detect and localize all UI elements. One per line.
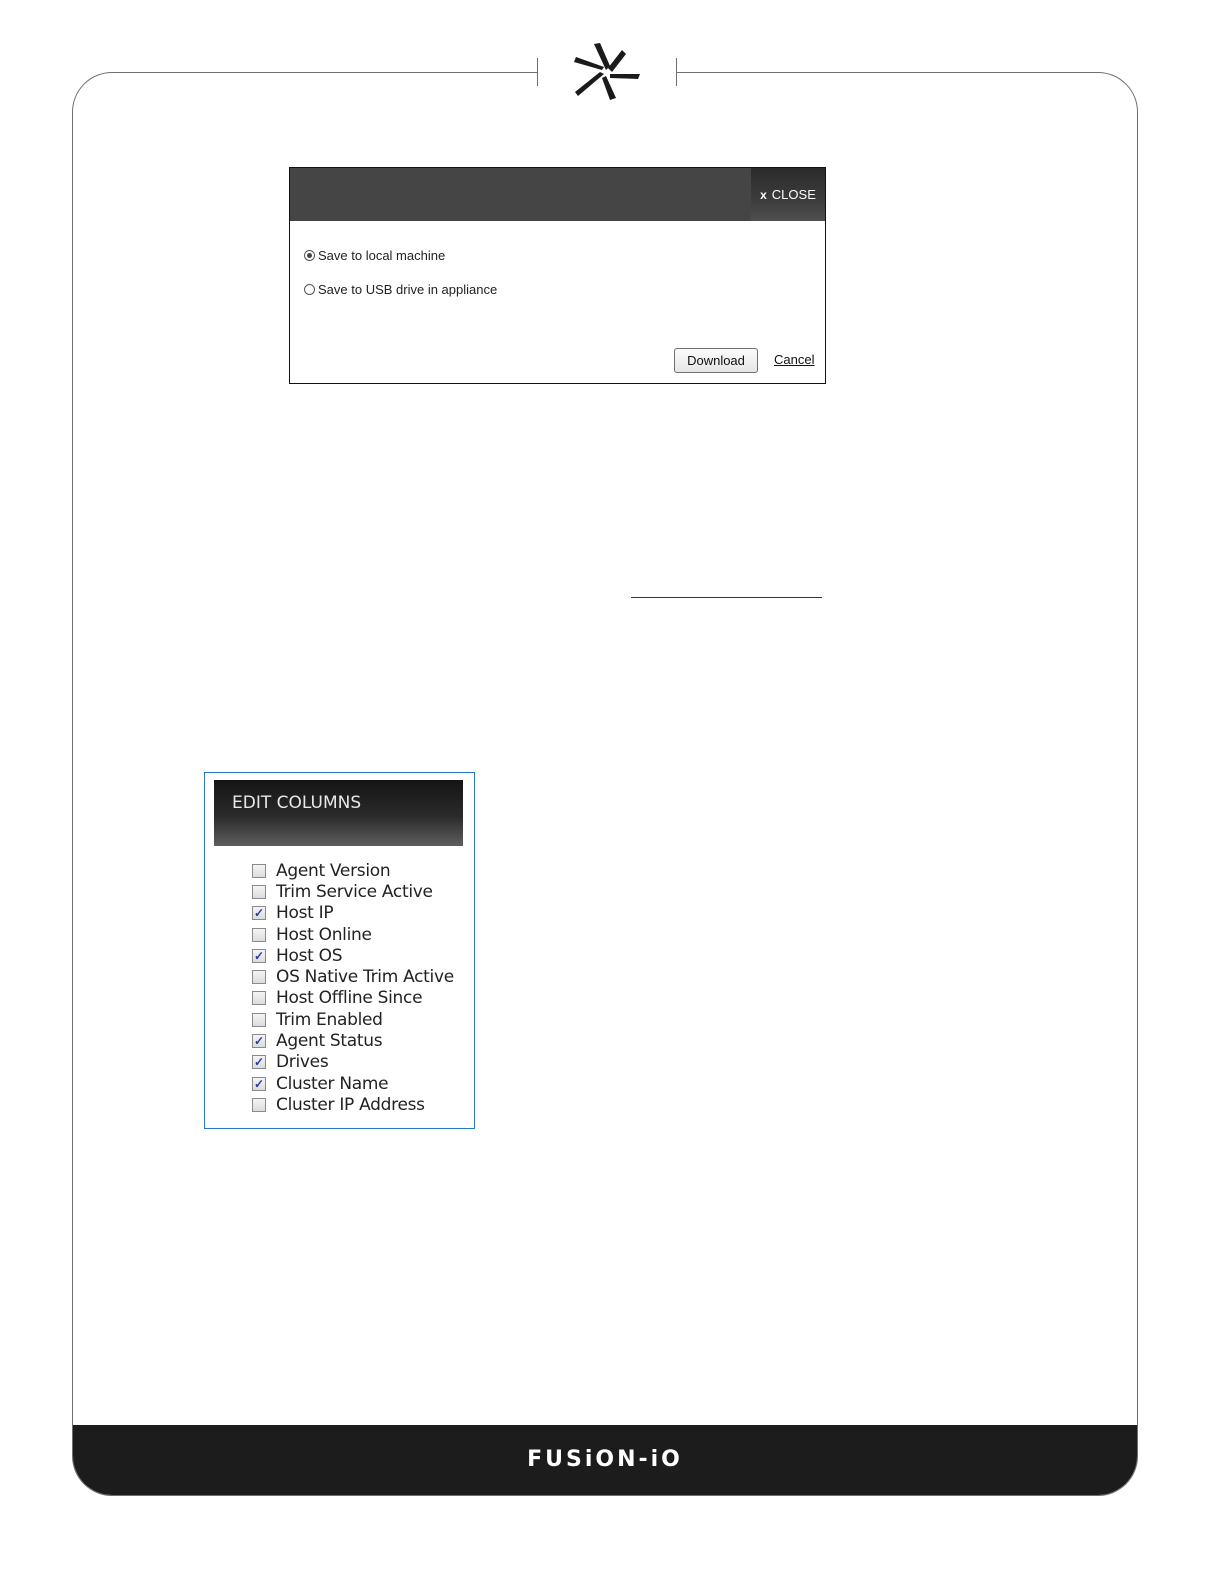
hyperlink-underline[interactable]: [631, 597, 822, 598]
column-option-label: Cluster Name: [276, 1073, 389, 1094]
download-button[interactable]: Download: [674, 348, 758, 373]
frame-tick-right: [676, 58, 677, 86]
checkbox[interactable]: [252, 991, 266, 1005]
column-checkbox-list: [252, 860, 454, 1116]
edit-columns-title: EDIT COLUMNS: [232, 793, 362, 813]
fusion-io-logo-icon: [570, 40, 642, 104]
dialog-header: [290, 168, 825, 221]
close-icon: x: [760, 187, 767, 202]
checkbox-checked[interactable]: ✓: [253, 1076, 265, 1091]
column-option[interactable]: [252, 924, 454, 945]
column-option-label: Agent Version: [276, 860, 391, 881]
radio-save-local[interactable]: [304, 248, 445, 263]
column-option-label: Host Offline Since: [276, 988, 423, 1009]
column-option[interactable]: [252, 903, 454, 924]
column-option-label: Host IP: [276, 903, 334, 924]
checkbox[interactable]: [252, 885, 266, 899]
column-option-label: Drives: [276, 1052, 329, 1073]
column-option[interactable]: [252, 881, 454, 902]
radio-label: Save to local machine: [318, 248, 446, 263]
edit-columns-header: [214, 780, 463, 846]
column-option[interactable]: [252, 1052, 454, 1073]
column-option-label: Host OS: [276, 945, 343, 966]
checkbox[interactable]: [252, 864, 266, 878]
checkbox-checked[interactable]: ✓: [253, 1055, 265, 1070]
checkbox[interactable]: [252, 970, 266, 984]
radio-button-selected[interactable]: [304, 250, 315, 261]
column-option[interactable]: [252, 988, 454, 1009]
radio-button[interactable]: [304, 284, 315, 295]
checkbox[interactable]: [252, 928, 266, 942]
download-dialog: [289, 167, 826, 384]
radio-save-usb[interactable]: [304, 282, 497, 297]
column-option[interactable]: [252, 1030, 454, 1051]
column-option[interactable]: [252, 860, 454, 881]
checkbox-checked[interactable]: ✓: [253, 948, 265, 963]
column-option-label: Host Online: [276, 924, 372, 945]
column-option[interactable]: [252, 945, 454, 966]
column-option-label: Trim Service Active: [276, 881, 433, 902]
checkbox[interactable]: [252, 1098, 266, 1112]
close-label: CLOSE: [771, 187, 816, 202]
radio-label: Save to USB drive in appliance: [318, 282, 498, 297]
checkbox-checked[interactable]: ✓: [253, 1034, 265, 1049]
column-option[interactable]: [252, 1009, 454, 1030]
close-button[interactable]: [751, 168, 825, 221]
edit-columns-panel: [204, 772, 475, 1129]
checkbox-checked[interactable]: ✓: [253, 906, 265, 921]
cancel-link[interactable]: Cancel: [774, 352, 815, 367]
column-option-label: Cluster IP Address: [276, 1094, 425, 1115]
column-option-label: OS Native Trim Active: [276, 967, 454, 988]
frame-tick-left: [537, 58, 538, 86]
column-option[interactable]: [252, 1094, 454, 1115]
page-footer: [73, 1425, 1137, 1495]
column-option[interactable]: [252, 966, 454, 987]
fusion-io-brand: FUSiON-iO: [527, 1447, 683, 1472]
checkbox[interactable]: [252, 1013, 266, 1027]
column-option-label: Agent Status: [276, 1031, 383, 1052]
column-option-label: Trim Enabled: [276, 1009, 383, 1030]
column-option[interactable]: [252, 1073, 454, 1094]
